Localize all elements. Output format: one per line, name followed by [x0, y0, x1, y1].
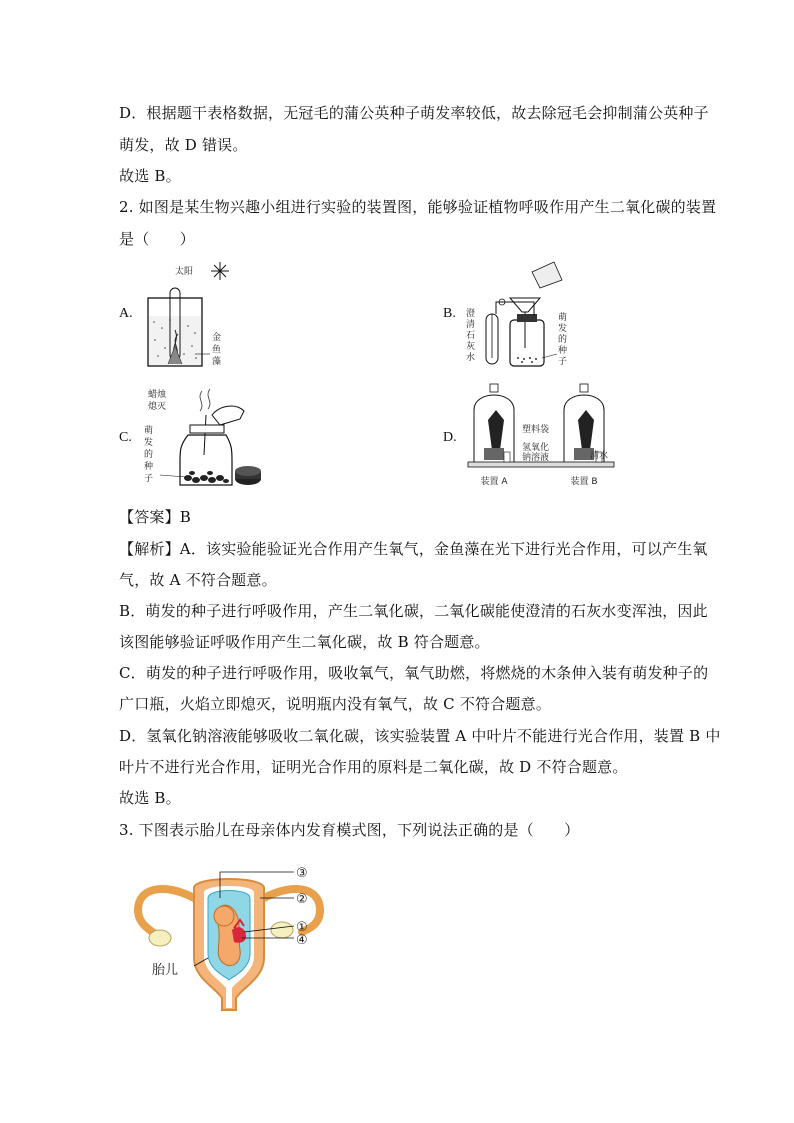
sun-icon [211, 262, 229, 280]
option-c-label: C. [119, 430, 132, 445]
plant-label: 金 [212, 333, 222, 343]
fetus-label: 胎儿 [152, 963, 179, 978]
fetus-uterus-figure [134, 858, 324, 1013]
analysis-line: B．萌发的种子进行呼吸作用，产生二氧化碳，二氧化碳能使澄清的石灰水变浑浊，因此 [119, 602, 708, 620]
svg-text:发: 发 [558, 324, 568, 334]
analysis-line: C．萌发的种子进行呼吸作用，吸收氧气，氧气助燃，将燃烧的木条伸入装有萌发种子的 [119, 664, 709, 682]
svg-text:藻: 藻 [212, 357, 222, 367]
figure-c-jar [140, 385, 265, 493]
water-label: 清水 [589, 451, 608, 461]
figure-d-bell-jars [466, 380, 616, 492]
svg-text:灰: 灰 [466, 342, 476, 352]
sun-label: 太阳 [175, 267, 194, 277]
svg-text:清: 清 [466, 320, 476, 330]
label-4: ④ [296, 933, 308, 948]
svg-text:种: 种 [144, 462, 154, 472]
svg-text:水: 水 [466, 353, 476, 363]
svg-text:石: 石 [466, 331, 476, 341]
figure-a-beaker [140, 258, 230, 370]
option-b-label: B. [443, 306, 456, 321]
analysis-line: 广口瓶，火焰立即熄灭，说明瓶内没有氧气，故 C 不符合题意。 [119, 695, 552, 713]
analysis-line: D．氢氧化钠溶液能够吸收二氧化碳，该实验装置 A 中叶片不能进行光合作用，装置 B 中 [119, 727, 721, 745]
svg-text:熄灭: 熄灭 [148, 402, 167, 412]
lime-water-label: 澄 [466, 309, 476, 319]
svg-text:种: 种 [558, 346, 568, 356]
analysis-line: 叶片不进行光合作用，证明光合作用的原料是二氧化碳，故 D 不符合题意。 [119, 758, 628, 776]
device-a-label: 装置 A [480, 477, 508, 487]
text-line: 故选 B。 [119, 167, 181, 185]
text-line: D．根据题干表格数据，无冠毛的蒲公英种子萌发率较低，故去除冠毛会抑制蒲公英种子 [119, 104, 709, 122]
svg-text:钠溶液: 钠溶液 [522, 453, 550, 463]
svg-text:子: 子 [144, 474, 154, 484]
seed-label-c: 萌 [144, 426, 154, 436]
svg-text:发: 发 [144, 438, 154, 448]
figure-b-apparatus [462, 258, 582, 370]
text-line: 萌发，故 D 错误。 [119, 136, 248, 154]
answer-choice-line: 故选 B。 [119, 789, 181, 807]
answer-line: 【答案】B [119, 508, 192, 526]
svg-text:鱼: 鱼 [212, 345, 222, 355]
label-1: ① [296, 920, 308, 935]
plastic-bag-label: 塑料袋 [522, 425, 550, 435]
candle-label: 蜡烛 [148, 390, 167, 400]
option-a-label: A. [119, 306, 133, 321]
naoh-label: 氢氧化 [522, 443, 550, 453]
device-b-label: 装置 B [570, 477, 598, 487]
question-2-text: 是（ ） [119, 230, 196, 248]
svg-text:子: 子 [558, 357, 568, 367]
option-d-label: D. [443, 430, 457, 445]
seed-label: 萌 [558, 313, 568, 323]
question-2-text: 2. 如图是某生物兴趣小组进行实验的装置图，能够验证植物呼吸作用产生二氧化碳的装置 [119, 198, 717, 216]
svg-text:的: 的 [558, 335, 568, 345]
svg-text:的: 的 [144, 450, 154, 460]
analysis-line: 【解析】A．该实验能验证光合作用产生氧气，金鱼藻在光下进行光合作用，可以产生氧 [119, 540, 708, 558]
analysis-line: 气，故 A 不符合题意。 [119, 571, 277, 589]
label-2: ② [296, 892, 308, 907]
question-3-text: 3. 下图表示胎儿在母亲体内发育模式图，下列说法正确的是（ ） [119, 821, 580, 839]
label-3: ③ [296, 866, 308, 881]
analysis-line: 该图能够验证呼吸作用产生二氧化碳，故 B 符合题意。 [119, 633, 490, 651]
